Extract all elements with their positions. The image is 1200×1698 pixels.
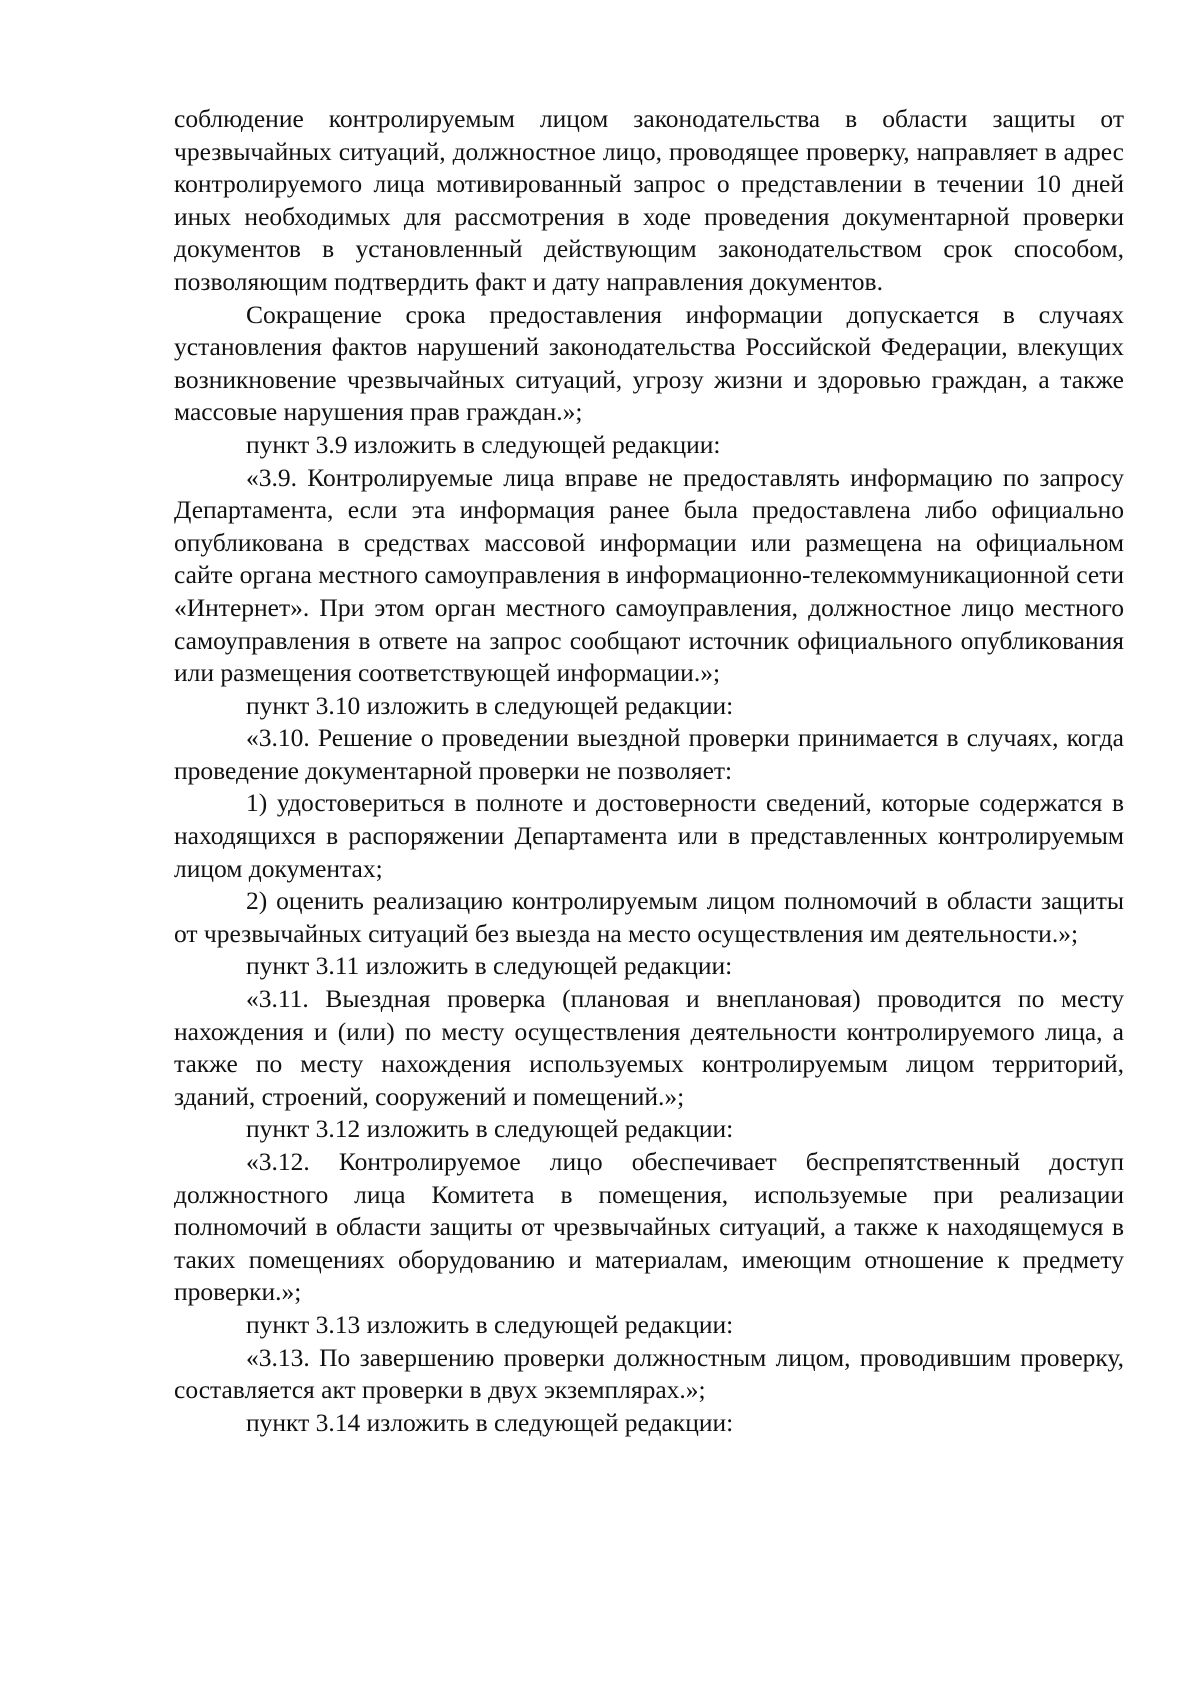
- paragraph-13: пункт 3.13 изложить в следующей редакции:: [246, 1309, 734, 1339]
- paragraph-10: «3.11. Выездная проверка (плановая и внеплановая) проводится по месту нахождения и (или) по месту осуществления деятельности контролируемого лица, а также по месту нахождения используемых контролируемым лицом территорий, зданий, строений, сооружений и помещений.»;: [174, 984, 1124, 1111]
- paragraph-3: пункт 3.9 изложить в следующей редакции:: [246, 429, 721, 459]
- paragraph-14: «3.13. По завершению проверки должностным лицом, проводившим проверку, составляется акт проверки в двух экземплярах.»;: [174, 1342, 1124, 1405]
- document-text: [174, 103, 1124, 1439]
- paragraph-11: пункт 3.12 изложить в следующей редакции:: [246, 1114, 734, 1144]
- paragraph-9: пункт 3.11 изложить в следующей редакции:: [246, 951, 733, 981]
- paragraph-4: «3.9. Контролируемые лица вправе не предоставлять информацию по запросу Департамента, если эта информация ранее была предоставлена либо официально опубликована в средствах массовой информации или размещена на официальном сайте органа местного самоуправления в информационно-телекоммуникационной сети «Интернет». При этом орган местного самоуправления, должностное лицо местного самоуправления в ответе на запрос сообщают источник официального опубликования или размещения соответствующей информации.»;: [174, 462, 1124, 688]
- paragraph-2: Сокращение срока предоставления информации допускается в случаях установления фактов нарушений законодательства Российской Федерации, влекущих возникновение чрезвычайных ситуаций, угрозу жизни и здоровью граждан, а также массовые нарушения прав граждан.»;: [174, 299, 1124, 427]
- paragraph-5: пункт 3.10 изложить в следующей редакции:: [246, 690, 734, 720]
- paragraph-12: «3.12. Контролируемое лицо обеспечивает беспрепятственный доступ должностного лица Комитета в помещения, используемые при реализации полномочий в области защиты от чрезвычайных ситуаций, а также к находящемуся в таких помещениях оборудованию и материалам, имеющим отношение к предмету проверки.»;: [174, 1147, 1124, 1307]
- paragraph-15: пункт 3.14 изложить в следующей редакции:: [246, 1407, 734, 1437]
- paragraph-6: «3.10. Решение о проведении выездной проверки принимается в случаях, когда проведение документарной проверки не позволяет:: [174, 723, 1124, 785]
- paragraph-7: 1) удостовериться в полноте и достоверности сведений, которые содержатся в находящихся в распоряжении Департамента или в представленных контролируемым лицом документах;: [174, 788, 1124, 883]
- paragraph-8: 2) оценить реализацию контролируемым лицом полномочий в области защиты от чрезвычайных ситуаций без выезда на место осуществления им деятельности.»;: [174, 886, 1124, 948]
- paragraph-1: соблюдение контролируемым лицом законодательства в области защиты от чрезвычайных ситуаций, должностное лицо, проводящее проверку, направляет в адрес контролируемого лица мотивированный запрос о представлении в течении 10 дней иных необходимых для рассмотрения в ходе проведения документарной проверки документов в установленный действующим законодательством срок способом, позволяющим подтвердить факт и дату направления документов.: [174, 104, 1124, 296]
